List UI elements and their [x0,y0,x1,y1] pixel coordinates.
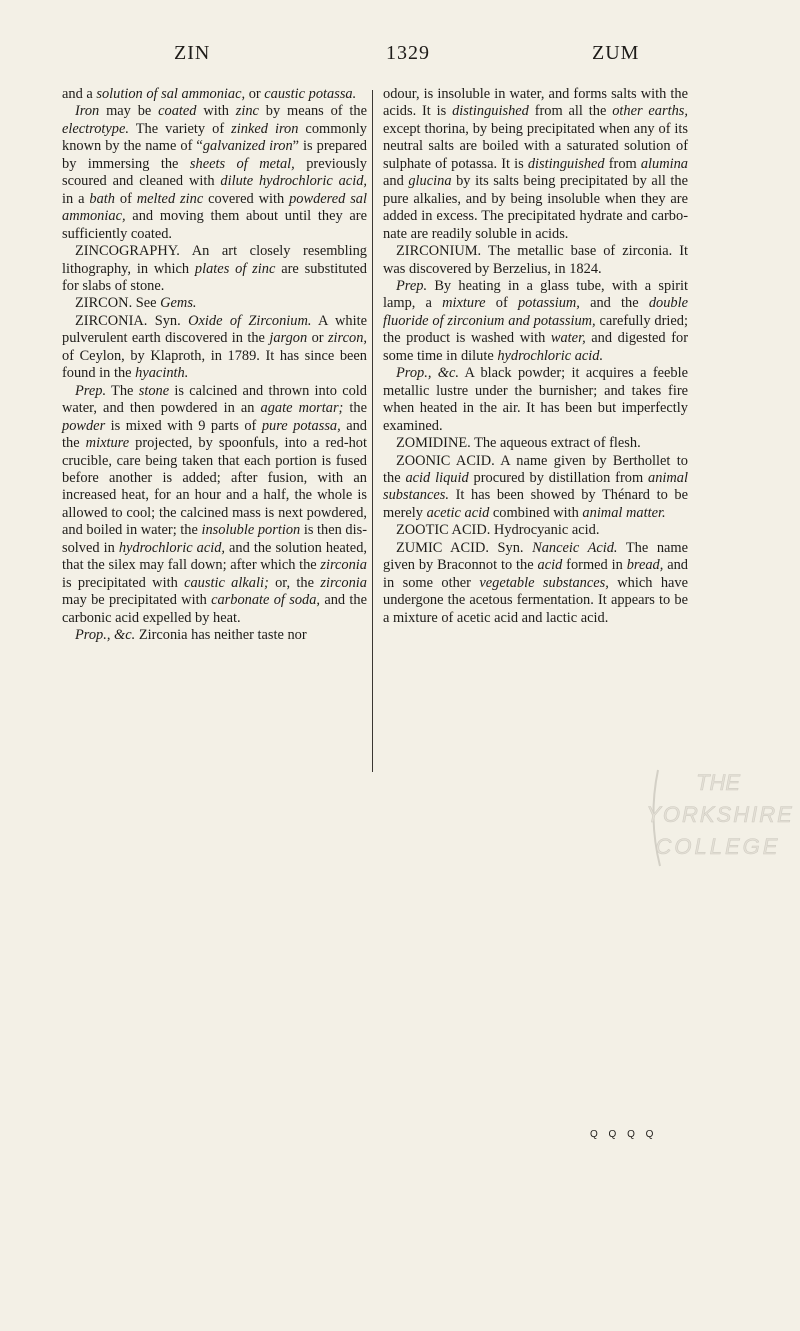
library-stamp [638,758,798,876]
text-run: is then dissolved in [62,522,367,556]
paragraph-p1 [62,86,367,103]
italic-run: caustic alkali; [184,574,269,591]
running-header [62,42,738,68]
text-run: and the solution heated, that the silex may fall down; after which the [62,539,367,574]
italic-run: bath [89,190,115,207]
text-run: and a [62,86,97,102]
text-run: previously scoured and cleaned with [62,155,367,190]
text-run: ” is prepared by immersing the [62,138,368,172]
italic-run: Prop., &c. [75,627,136,644]
italic-run: mixture [442,295,486,312]
text-run: and the [579,295,649,312]
text-run: covered with [203,190,290,207]
text-run: commonly known by the name of “ [62,120,367,155]
text-run: is mixed with 9 parts of [105,417,262,434]
paragraph-r8 [383,540,688,627]
italic-run: sheets of metal, [189,155,295,172]
italic-run: zirconia [320,574,367,591]
paragraph-p3 [62,243,367,295]
signature-marks: Q Q Q Q [590,1129,658,1140]
text-run: projected, by spoonfuls, into a red-hot crucible, care being taken that each portion is fused before another is added; after fusion, with an increased heat, for an hour and a half, the whole is allowed to cool; the calcined mass is next powdered, and boiled in water; the [62,435,367,539]
italic-run: caustic potassa. [264,86,357,102]
text-run: formed in [562,557,627,574]
text-run: ZOMIDINE. The aqueous extract of flesh. [396,435,641,452]
italic-run: powder [62,417,106,434]
text-run: of Ceylon, by Klaproth, in 1789. It has since been found in the [62,347,367,382]
paragraph-p7 [62,627,367,644]
text-run: ZINCOGRAPHY. An art closely resembling lithography, in which [62,243,367,277]
paragraph-r2 [383,243,688,278]
italic-run: alumina [640,155,688,172]
paragraph-r1 [383,86,688,243]
paragraph-r5 [383,435,688,452]
italic-run: zinc [235,103,259,120]
text-run: ZOONIC ACID. A name given by Berthollet to the [383,452,688,486]
italic-run: animal matter. [582,504,666,521]
paragraph-p5 [62,313,367,383]
right-column [383,86,688,627]
svg-text:COLLEGE: COLLEGE [655,834,781,859]
italic-run: Gems. [160,295,197,312]
italic-run: Nanceic Acid. [532,539,618,556]
paragraph-r6 [383,453,688,523]
paragraph-p6 [62,383,367,627]
paragraph-r7 [383,522,688,539]
italic-run: Prop., &c. [396,365,459,382]
text-run: are substituted for slabs of stone. [62,260,367,294]
text-run: The [106,382,139,399]
text-run: By heating in a glass tube, with a spirit lamp, a [383,277,688,312]
italic-run: dilute hydrochloric acid, [220,173,367,190]
svg-text:YORKSHIRE: YORKSHIRE [646,802,794,827]
text-run: the [343,400,368,417]
italic-run: insoluble portion [201,522,301,539]
italic-run: solution of sal ammoniac, [96,86,246,102]
text-run: and the carbonic acid expelled by heat. [62,592,367,626]
text-run: The variety of [129,120,232,137]
italic-run: acetic acid [426,504,490,521]
page-number: 1329 [386,42,430,64]
italic-run: agate mortar; [260,400,344,417]
text-run: from [604,155,641,172]
text-run: combined with [489,504,583,521]
italic-run: zircon, [327,330,367,347]
text-run: by means of the [258,103,368,120]
text-run: Zirconia has neither taste nor [135,627,307,644]
italic-run: melted zinc [136,190,204,207]
italic-run: mixture [85,435,130,452]
italic-run: bread, [626,557,664,574]
text-run: The name given by Braconnot to the [383,539,688,574]
left-column [62,86,367,645]
italic-run: carbonate of soda, [211,592,321,609]
italic-run: double fluoride of zirconium and potassium, [383,295,688,329]
italic-run: Iron [75,103,100,120]
italic-run: acid [537,557,563,574]
italic-run: hyacinth. [135,365,189,382]
italic-run: plates of zinc [194,260,276,277]
italic-run: Prep. [75,382,107,399]
italic-run: hydrochloric acid. [497,347,604,364]
text-run: A black powder; it acquires a feeble metallic lustre under the burnisher; and takes fire when heated in the air. It has been but imperfectly examined. [383,365,688,434]
text-run: A white pulverulent earth discovered in the [62,312,367,347]
text-run: and [383,173,409,190]
italic-run: animal substances. [383,469,688,504]
italic-run: jargon [269,330,308,347]
text-run: ZIRCONIA. Syn. [75,312,189,329]
text-run: with [196,103,236,120]
header-left-word: ZIN [174,42,211,64]
text-run: It has been showed by Thénard to be merely [383,487,688,521]
italic-run: other earths, [612,103,688,120]
italic-run: zinked iron [231,120,299,137]
italic-run: glucina [408,173,452,190]
text-run: odour, is insoluble in water, and forms salts with the acids. It is [383,86,688,120]
italic-run: water, [550,330,586,347]
italic-run: stone [138,382,170,399]
italic-run: galvanized iron [202,138,293,155]
italic-run: powdered sal ammoniac, [62,190,367,225]
italic-run: Prep. [396,277,428,294]
text-run: is precipitated with [62,574,185,591]
text-run: and digested for some time in dilute [383,330,688,364]
paragraph-r4 [383,365,688,435]
text-run: except thorina, by being precipitated when any of its neutral salts are boiled with a saturated solution of sulphate of potassa. It is [383,120,688,172]
text-run: ZIRCONIUM. The metallic base of zirconia. It was discovered by Berzelius, in 1824. [383,243,688,277]
italic-run: electrotype. [62,120,129,137]
column-divider [372,90,373,772]
text-run: ZIRCON. See [75,295,161,312]
library-stamp-graphic [638,758,798,876]
text-run: of [114,190,137,207]
text-run: carefully dried; the product is washed with [383,312,688,347]
text-run: ZUMIC ACID. Syn. [396,539,533,556]
italic-run: hydrochloric acid, [118,539,226,556]
italic-run: pure potassa, [261,417,341,434]
text-run: is calcined and thrown into cold water, and then powdered in an [62,382,367,417]
italic-run: vegetable substances, [479,574,609,591]
paragraph-r3 [383,278,688,365]
text-run: of [485,295,518,312]
paragraph-p4 [62,295,367,312]
italic-run: zirconia [320,557,367,574]
italic-run: acid liquid [405,469,469,486]
text-run: and in some other [383,557,688,591]
italic-run: Oxide of Zirconium. [188,312,312,329]
text-run: from all the [528,103,613,120]
text-run: or [245,86,265,102]
header-right-word: ZUM [592,42,640,64]
italic-run: potassium, [517,295,580,312]
text-run: procured by distillation from [468,469,648,486]
italic-run: coated [158,103,197,120]
text-run: and the [62,417,367,452]
text-run: or, the [268,574,321,591]
text-run: in a [62,190,90,207]
svg-text:THE: THE [696,770,740,795]
text-run: may be [99,103,159,120]
paragraph-p2 [62,103,367,243]
text-run: ZOOTIC ACID. Hydrocyanic acid. [396,522,600,539]
text-run: which have undergone the acetous fermentation. It appears to be a mixture of acetic acid and lactic acid. [383,574,689,626]
text-run: or [307,330,328,347]
text-run: by its salts being precipitated by all the pure alkalies, and by being insoluble when they are added in excess. The precipitated hydrate and carbonate are readily soluble in acids. [383,173,688,242]
text-run: may be precipitated with [62,592,212,609]
italic-run: distinguished [452,103,529,120]
italic-run: distinguished [527,155,605,172]
text-run: and moving them about until they are sufficiently coated. [62,208,367,242]
